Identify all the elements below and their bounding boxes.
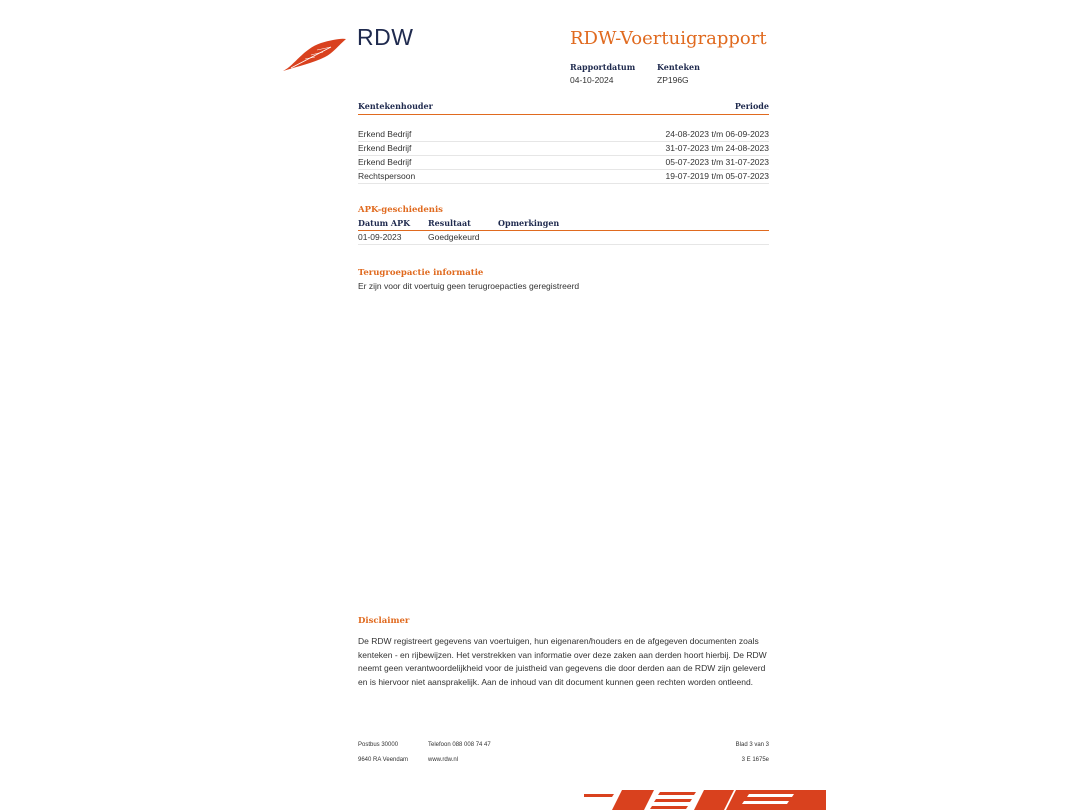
disclaimer-section xyxy=(358,616,769,689)
kenteken-label: Kenteken xyxy=(657,62,700,72)
owners-table xyxy=(358,101,769,184)
apk-remarks-cell xyxy=(498,231,769,244)
table-row xyxy=(358,142,769,156)
holder-cell: Rechtspersoon xyxy=(358,171,416,181)
footer-city: 9640 RA Veendam xyxy=(358,757,409,763)
recall-section xyxy=(358,268,769,291)
recall-text: Er zijn voor dit voertuig geen terugroepacties geregistreerd xyxy=(358,281,580,291)
recall-title: Terugroepactie informatie xyxy=(358,268,484,278)
apk-header xyxy=(358,218,769,231)
table-row xyxy=(358,170,769,184)
period-cell: 31-07-2023 t/m 24-08-2023 xyxy=(665,143,769,153)
logo-text: RDW xyxy=(357,24,414,50)
col-date: Datum APK xyxy=(358,218,411,228)
table-row xyxy=(358,128,769,142)
footer-code: 3 E 1675e xyxy=(741,757,769,763)
holder-cell: Erkend Bedrijf xyxy=(358,157,412,167)
apk-section xyxy=(358,205,769,245)
rapportdatum-block xyxy=(570,62,635,85)
col-result: Resultaat xyxy=(428,218,471,228)
table-row xyxy=(358,156,769,170)
footer-postbus: Postbus 30000 xyxy=(358,742,399,748)
apk-result-cell: Goedgekeurd xyxy=(428,232,480,242)
holder-cell: Erkend Bedrijf xyxy=(358,143,412,153)
rdw-feather-icon xyxy=(281,35,347,73)
owners-header xyxy=(358,101,769,115)
rapportdatum-value: 04-10-2024 xyxy=(570,75,614,85)
col-holder: Kentekenhouder xyxy=(358,101,433,111)
footer-phone: Telefoon 088 008 74 47 xyxy=(428,742,491,748)
disclaimer-text: De RDW registreert gegevens van voertuigen, hun eigenaren/houders en de afgegeven documenten zoals kenteken - en rijbewijzen. Het verstrekken van informatie over deze zaken aan derden hoort hierbij. De RDW neemt geen verantwoordelijkheid voor de juistheid van gegevens die door derden aan de RDW zijn geleverd en is hiervoor niet aansprakelijk. Aan de inhoud van dit document kunnen geen rechten worden ontleend. xyxy=(358,636,767,687)
red-stripes-graphic xyxy=(584,786,826,810)
footer-page: Blad 3 van 3 xyxy=(735,742,769,748)
kenteken-value: ZP196G xyxy=(657,75,689,85)
period-cell: 05-07-2023 t/m 31-07-2023 xyxy=(665,157,769,167)
apk-title: APK-geschiedenis xyxy=(358,205,443,215)
period-cell: 19-07-2019 t/m 05-07-2023 xyxy=(665,171,769,181)
col-period: Periode xyxy=(734,101,769,111)
report-title: RDW-Voertuigrapport xyxy=(570,28,767,49)
kenteken-block xyxy=(657,62,700,85)
footer-web[interactable]: www.rdw.nl xyxy=(428,757,459,763)
period-cell: 24-08-2023 t/m 06-09-2023 xyxy=(665,129,769,139)
table-row xyxy=(358,231,769,245)
apk-date-cell: 01-09-2023 xyxy=(358,232,402,242)
col-remarks: Opmerkingen xyxy=(498,218,560,228)
disclaimer-title: Disclaimer xyxy=(358,616,410,626)
rapportdatum-label: Rapportdatum xyxy=(570,62,636,72)
holder-cell: Erkend Bedrijf xyxy=(358,129,412,139)
